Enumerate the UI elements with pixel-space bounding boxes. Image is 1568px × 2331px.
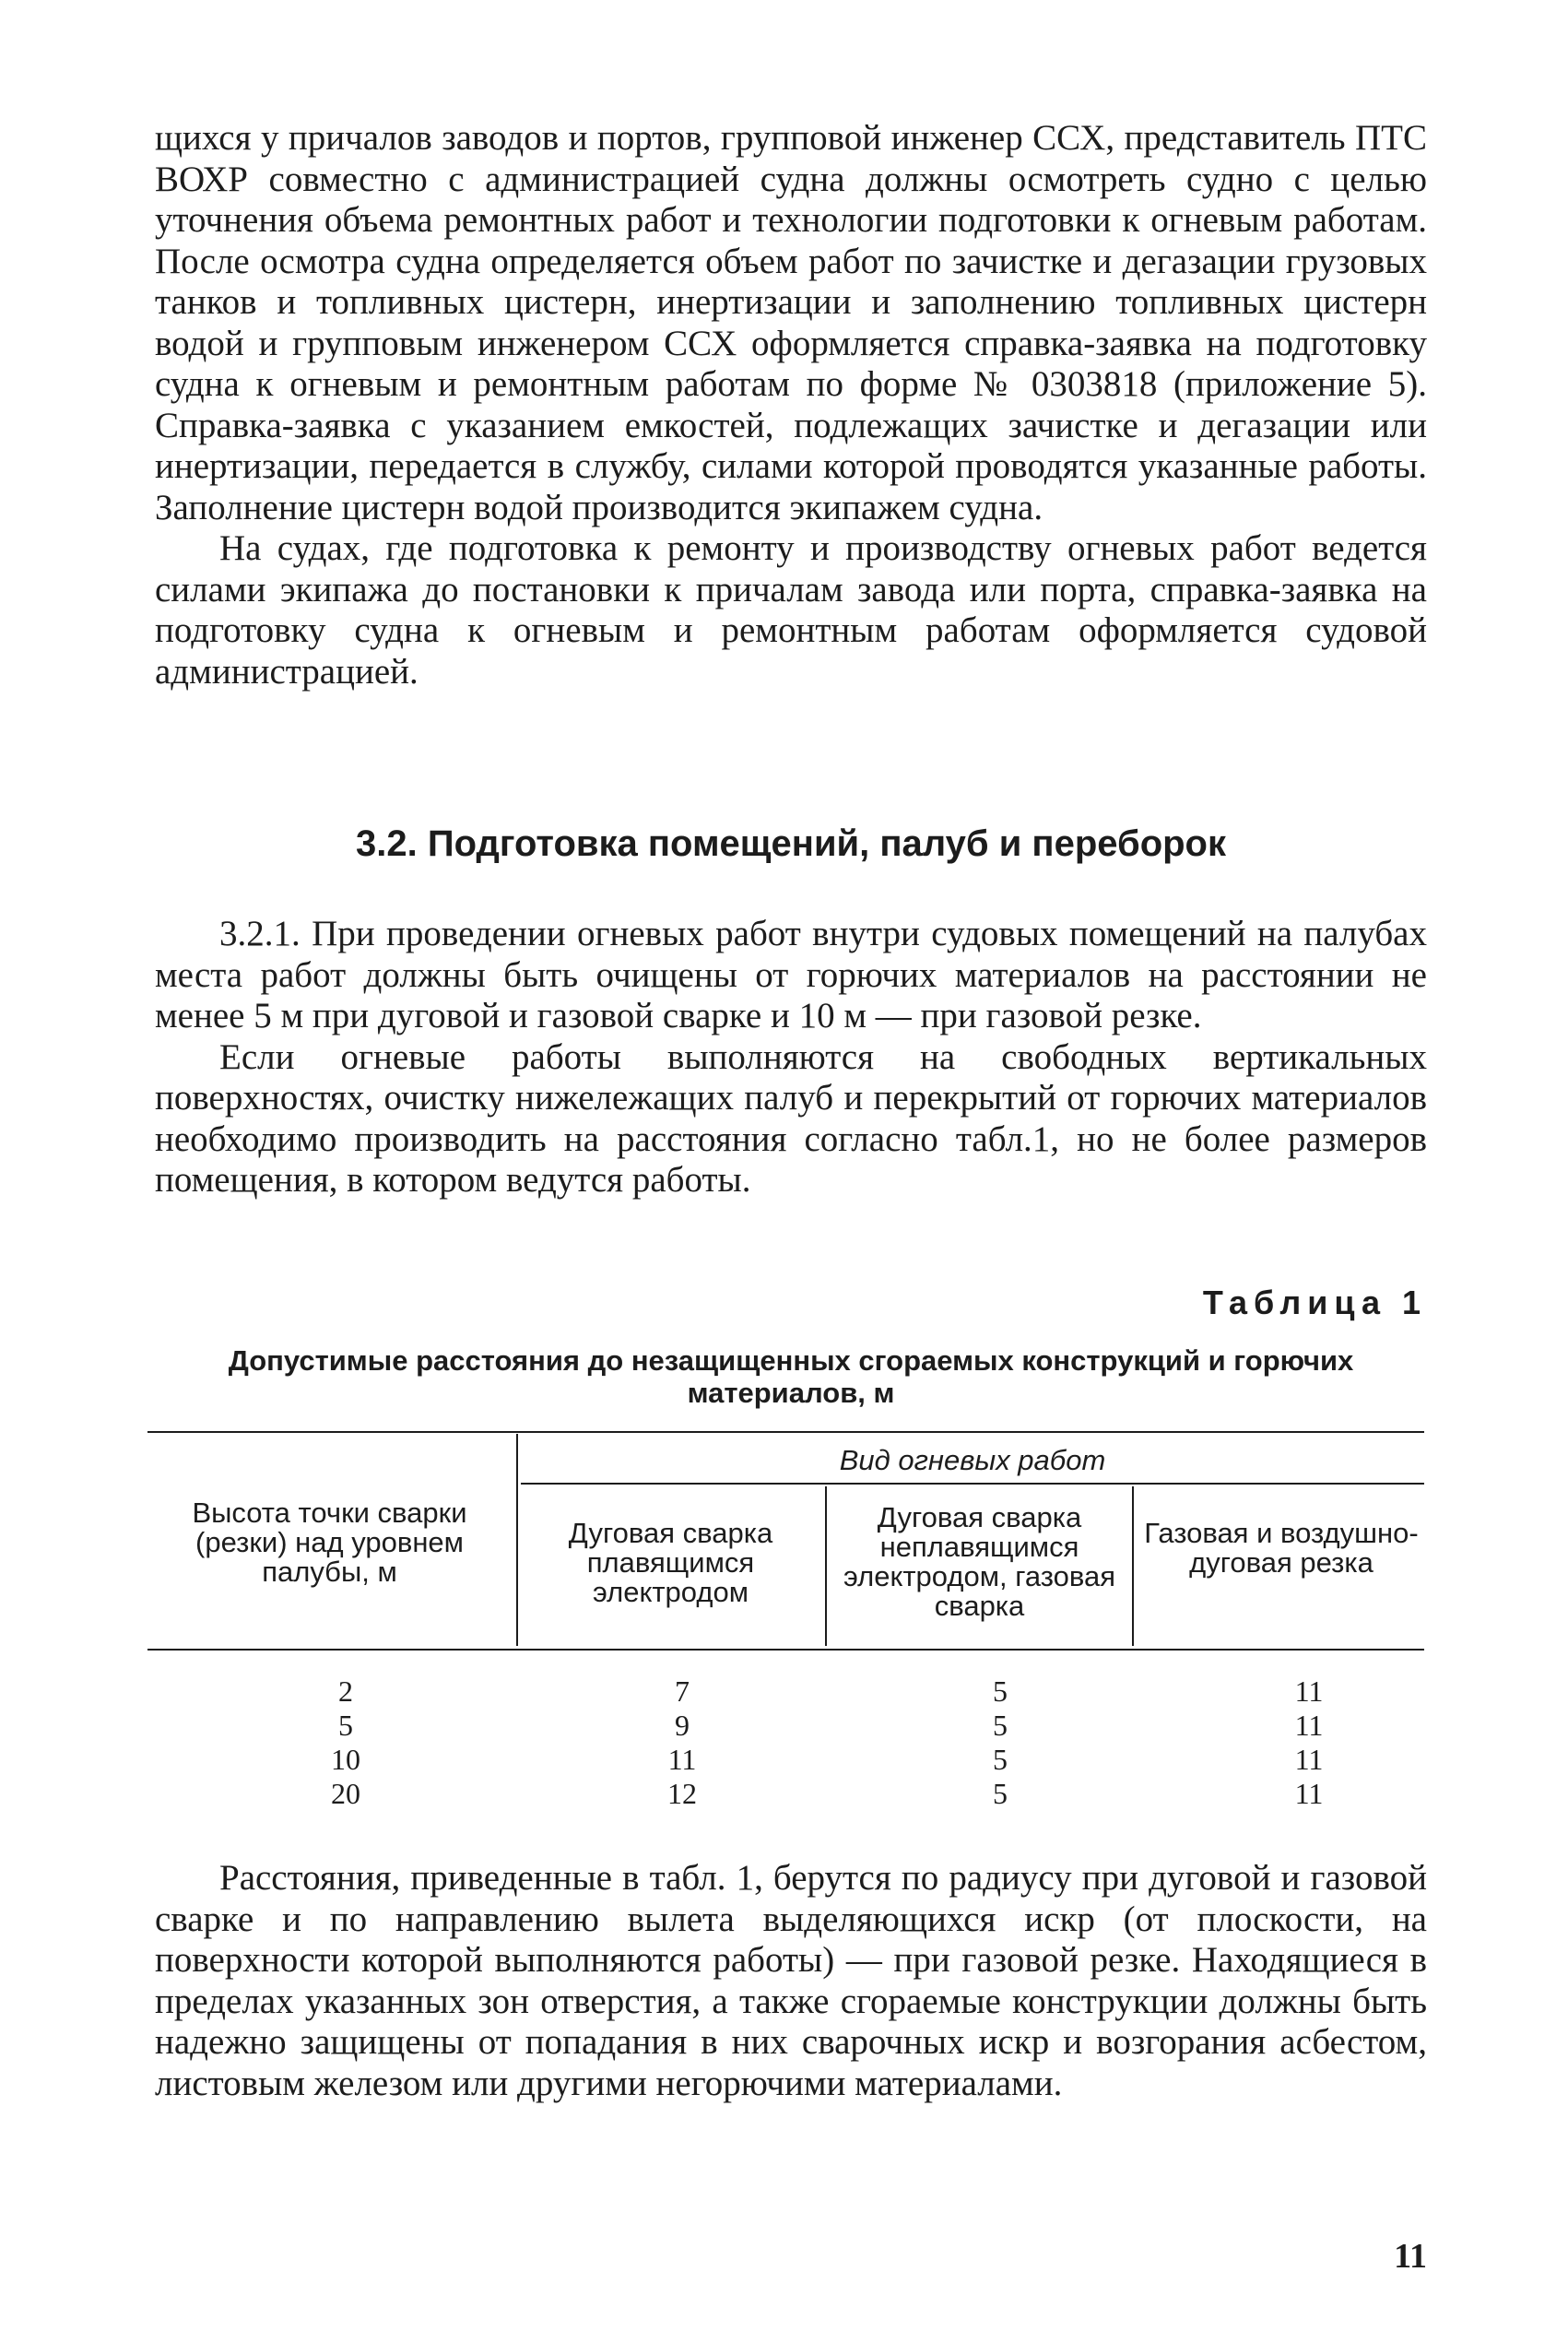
table-divider — [1132, 1486, 1134, 1646]
table-cell: 5 — [993, 1709, 1008, 1742]
table-header-rule — [147, 1649, 1424, 1651]
table-cell: 9 — [675, 1709, 690, 1742]
table-divider — [516, 1434, 518, 1646]
table-column-gas-cutting — [1267, 1674, 1350, 1811]
text-block-top — [155, 118, 1427, 692]
paragraph: Расстояния, приведенные в табл. 1, берутся по радиусу при дуговой и газовой сварке и по направлению вылета выделяющихся искр (от плоскости, на поверхности которой выполняются работы) — при газовой резке. Находящиеся в пределах указанных зон отверстия, а также сгораемые конструкции должны быть надежно защищены от попадания в них сварочных искр и возгорания асбестом, листовым железом или другими негорючими материалами. — [155, 1858, 1427, 2103]
table-cell: 5 — [993, 1743, 1008, 1776]
table-header-group: Вид огневых работ — [839, 1444, 1106, 1476]
table-top-rule — [147, 1431, 1424, 1433]
table-header-col: Дуговая сварка плавящимся электродом — [568, 1517, 773, 1608]
table-cell: 11 — [1294, 1709, 1324, 1742]
table-column-height — [304, 1674, 387, 1811]
table-cell: 5 — [993, 1674, 1008, 1708]
table-divider — [825, 1486, 827, 1646]
page-number: 11 — [1394, 2237, 1427, 2276]
text-block-after-table — [155, 1858, 1427, 2104]
table-cell: 5 — [993, 1777, 1008, 1810]
table-cell: 11 — [1294, 1777, 1324, 1810]
table-header-height: Высота точки сварки (резки) над уровнем палубы, м — [192, 1497, 467, 1588]
table-caption: Допустимые расстояния до незащищенных сгораемых конструкций и горючих материалов, м — [228, 1344, 1354, 1409]
paragraph: щихся у причалов заводов и портов, групповой инженер ССХ, представитель ПТС ВОХР совместно с администрацией судна должны осмотреть судно с целью уточнения объема ремонтных работ и технологии подготовки к огневым работам. После осмотра судна определяется объем работ по зачистке и дегазации грузовых танков и топливных цистерн, инертизации и заполнению топливных цистерн водой и групповым инженером ССХ оформляется справка-заявка на подготовку судна к огневым и ремонтным работам по форме № 0303818 (приложение 5). Справка-заявка с указанием емкостей, подлежащих зачистке и дегазации или инертизации, передается в службу, силами которой проводятся указанные работы. Заполнение цистерн водой производится экипажем судна. — [155, 118, 1427, 527]
table-cell: 10 — [331, 1743, 360, 1776]
paragraph: Если огневые работы выполняются на свободных вертикальных поверхностях, очистку нижележащих палуб и перекрытий от горючих материалов необходимо производить на расстояния согласно табл.1, но не более размеров помещения, в котором ведутся работы. — [155, 1036, 1427, 1200]
table-column-arc-nonconsumable — [959, 1674, 1042, 1811]
paragraph: На судах, где подготовка к ремонту и производству огневых работ ведется силами экипажа до постановки к причалам завода или порта, справка-заявка на подготовку судна к огневым и ремонтным работам оформляется судовой администрацией. — [155, 528, 1427, 692]
table-cell: 7 — [675, 1674, 690, 1708]
table-header-col: Газовая и воздушно-дуговая резка — [1144, 1517, 1419, 1579]
paragraph: 3.2.1. При проведении огневых работ внутри судовых помещений на палубах места работ должны быть очищены от горючих материалов на расстоянии не менее 5 м при дуговой и газовой сварке и 10 м — при газовой резке. — [155, 914, 1427, 1035]
table-cell: 11 — [667, 1743, 697, 1776]
table-column-arc-consumable — [641, 1674, 724, 1811]
table-cell: 11 — [1294, 1674, 1324, 1708]
text-block-section — [155, 914, 1427, 1201]
section-heading: 3.2. Подготовка помещений, палуб и переборок — [355, 823, 1227, 864]
table-header-col: Дуговая сварка неплавящимся электродом, газовая сварка — [843, 1501, 1115, 1622]
table-group-rule — [521, 1483, 1424, 1485]
table-label: Таблица 1 — [1202, 1284, 1427, 1321]
table-cell: 5 — [338, 1709, 353, 1742]
table-cell: 2 — [338, 1674, 353, 1708]
table-cell: 11 — [1294, 1743, 1324, 1776]
table-cell: 12 — [667, 1777, 697, 1810]
table-cell: 20 — [331, 1777, 360, 1810]
